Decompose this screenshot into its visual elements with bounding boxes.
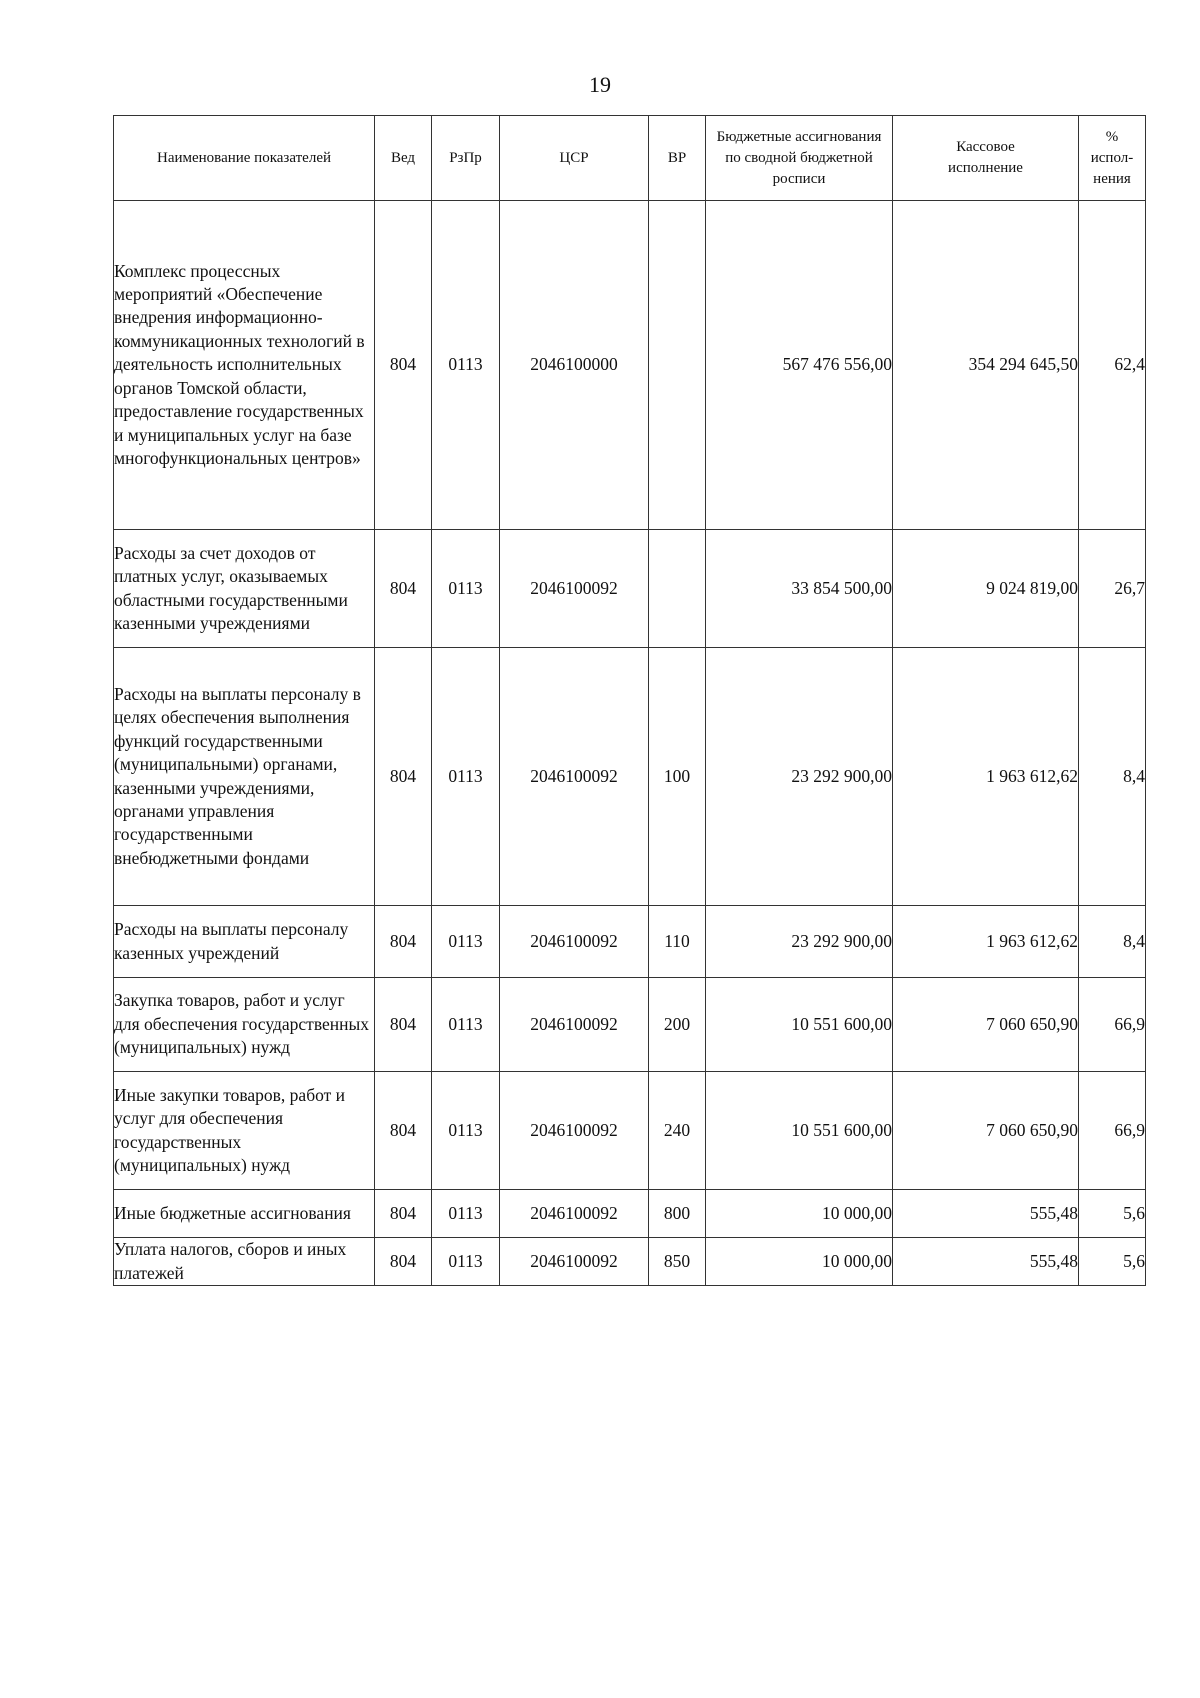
row-name: Комплекс процессных мероприятий «Обеспечение внедрения информационно-коммуникационных технологий в деятельность исполнительных органов Томской области, предоставление государственных и муниципальных услуг на базе многофункциональных центров» bbox=[114, 201, 375, 530]
row-rzpr: 0113 bbox=[432, 530, 500, 648]
row-vr: 800 bbox=[649, 1190, 706, 1238]
row-cash: 354 294 645,50 bbox=[893, 201, 1079, 530]
header-name: Наименование показателей bbox=[114, 116, 375, 201]
row-csr: 2046100092 bbox=[500, 1190, 649, 1238]
row-ved: 804 bbox=[375, 1190, 432, 1238]
row-cash: 1 963 612,62 bbox=[893, 906, 1079, 978]
row-vr bbox=[649, 201, 706, 530]
row-csr: 2046100000 bbox=[500, 201, 649, 530]
row-percent: 26,7 bbox=[1079, 530, 1146, 648]
row-assignments: 33 854 500,00 bbox=[706, 530, 893, 648]
row-percent: 5,6 bbox=[1079, 1190, 1146, 1238]
row-ved: 804 bbox=[375, 1072, 432, 1190]
page-number: 19 bbox=[589, 72, 611, 97]
row-name: Расходы на выплаты персоналу казенных учреждений bbox=[114, 906, 375, 978]
table-row bbox=[114, 1238, 1146, 1286]
row-ved: 804 bbox=[375, 201, 432, 530]
row-vr: 240 bbox=[649, 1072, 706, 1190]
row-name: Расходы на выплаты персоналу в целях обеспечения выполнения функций государственными (муниципальными) органами, казенными учреждениями, органами управления государственными внебюджетными фондами bbox=[114, 648, 375, 906]
table-row bbox=[114, 530, 1146, 648]
row-cash: 1 963 612,62 bbox=[893, 648, 1079, 906]
row-assignments: 10 000,00 bbox=[706, 1238, 893, 1286]
row-csr: 2046100092 bbox=[500, 978, 649, 1072]
row-name: Иные закупки товаров, работ и услуг для обеспечения государственных (муниципальных) нужд bbox=[114, 1072, 375, 1190]
row-rzpr: 0113 bbox=[432, 201, 500, 530]
table-row bbox=[114, 978, 1146, 1072]
header-cash: Кассовое исполнение bbox=[893, 116, 1079, 201]
row-rzpr: 0113 bbox=[432, 648, 500, 906]
row-rzpr: 0113 bbox=[432, 978, 500, 1072]
row-cash: 7 060 650,90 bbox=[893, 1072, 1079, 1190]
row-ved: 804 bbox=[375, 1238, 432, 1286]
row-ved: 804 bbox=[375, 530, 432, 648]
header-percent: % испол-нения bbox=[1079, 116, 1146, 201]
row-assignments: 10 551 600,00 bbox=[706, 978, 893, 1072]
row-percent: 8,4 bbox=[1079, 906, 1146, 978]
row-percent: 66,9 bbox=[1079, 978, 1146, 1072]
row-percent: 8,4 bbox=[1079, 648, 1146, 906]
row-vr: 110 bbox=[649, 906, 706, 978]
table-row bbox=[114, 648, 1146, 906]
header-ved: Вед bbox=[375, 116, 432, 201]
row-rzpr: 0113 bbox=[432, 1238, 500, 1286]
row-assignments: 10 551 600,00 bbox=[706, 1072, 893, 1190]
row-cash: 555,48 bbox=[893, 1190, 1079, 1238]
table-header-row bbox=[114, 116, 1146, 201]
header-vr: ВР bbox=[649, 116, 706, 201]
row-name: Расходы за счет доходов от платных услуг, оказываемых областными государственными казенными учреждениями bbox=[114, 530, 375, 648]
table-row bbox=[114, 1190, 1146, 1238]
row-name: Уплата налогов, сборов и иных платежей bbox=[114, 1238, 375, 1286]
row-percent: 62,4 bbox=[1079, 201, 1146, 530]
row-csr: 2046100092 bbox=[500, 1072, 649, 1190]
row-vr: 200 bbox=[649, 978, 706, 1072]
row-csr: 2046100092 bbox=[500, 530, 649, 648]
header-csr: ЦСР bbox=[500, 116, 649, 201]
table-row bbox=[114, 906, 1146, 978]
header-assignments: Бюджетные ассигнования по сводной бюджетной росписи bbox=[706, 116, 893, 201]
row-vr bbox=[649, 530, 706, 648]
row-assignments: 10 000,00 bbox=[706, 1190, 893, 1238]
row-ved: 804 bbox=[375, 906, 432, 978]
budget-execution-table bbox=[113, 115, 1146, 1286]
row-ved: 804 bbox=[375, 978, 432, 1072]
header-rzpr: РзПр bbox=[432, 116, 500, 201]
row-assignments: 567 476 556,00 bbox=[706, 201, 893, 530]
row-rzpr: 0113 bbox=[432, 1190, 500, 1238]
row-cash: 555,48 bbox=[893, 1238, 1079, 1286]
row-ved: 804 bbox=[375, 648, 432, 906]
row-percent: 66,9 bbox=[1079, 1072, 1146, 1190]
row-csr: 2046100092 bbox=[500, 906, 649, 978]
row-rzpr: 0113 bbox=[432, 906, 500, 978]
row-csr: 2046100092 bbox=[500, 1238, 649, 1286]
table-row bbox=[114, 1072, 1146, 1190]
table-row bbox=[114, 201, 1146, 530]
row-percent: 5,6 bbox=[1079, 1238, 1146, 1286]
row-vr: 100 bbox=[649, 648, 706, 906]
row-cash: 7 060 650,90 bbox=[893, 978, 1079, 1072]
row-vr: 850 bbox=[649, 1238, 706, 1286]
row-assignments: 23 292 900,00 bbox=[706, 906, 893, 978]
row-name: Иные бюджетные ассигнования bbox=[114, 1190, 375, 1238]
row-cash: 9 024 819,00 bbox=[893, 530, 1079, 648]
row-csr: 2046100092 bbox=[500, 648, 649, 906]
row-rzpr: 0113 bbox=[432, 1072, 500, 1190]
row-assignments: 23 292 900,00 bbox=[706, 648, 893, 906]
row-name: Закупка товаров, работ и услуг для обеспечения государственных (муниципальных) нужд bbox=[114, 978, 375, 1072]
